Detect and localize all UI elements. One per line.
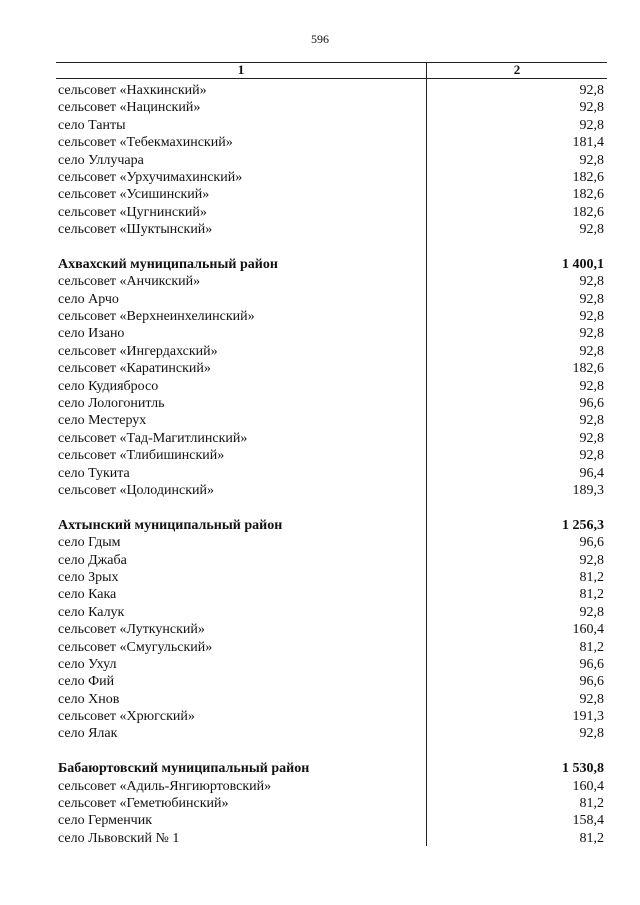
settlement-name: сельсовет «Ингердахский»: [58, 343, 218, 359]
amount-value: 191,3: [572, 709, 604, 725]
table-row: [56, 534, 607, 551]
amount-value: 96,6: [579, 674, 604, 690]
table-header: [56, 62, 607, 79]
amount-value: 92,8: [579, 448, 604, 464]
table-row: [56, 99, 607, 116]
table-row: [56, 830, 607, 847]
settlement-name: село Зрых: [58, 569, 119, 585]
table-body: [56, 82, 607, 847]
spacer-row: [56, 239, 607, 256]
amount-value: 92,8: [579, 726, 604, 742]
settlement-name: село Львовский № 1: [58, 830, 180, 846]
page-number: 596: [311, 32, 329, 46]
table-row: [56, 204, 607, 221]
column-header-1: 1: [237, 62, 245, 77]
amount-value: 92,8: [579, 430, 604, 446]
amount-value: 96,6: [579, 656, 604, 672]
settlement-name: село Кудиябросо: [58, 378, 159, 394]
amount-value: 81,2: [579, 639, 604, 655]
spacer-row: [56, 743, 607, 760]
district-total-value: 1 256,3: [562, 517, 604, 533]
settlement-name: село Тукита: [58, 465, 130, 481]
settlement-name: сельсовет «Луткунский»: [58, 622, 205, 638]
table-row: [56, 795, 607, 812]
table-row: [56, 812, 607, 829]
table-row: [56, 586, 607, 603]
settlement-name: сельсовет «Тебекмахинский»: [58, 135, 233, 151]
settlement-name: сельсовет «Геметюбинский»: [58, 796, 229, 812]
district-name: Ахтынский муниципальный район: [58, 517, 283, 533]
settlement-name: сельсовет «Анчикский»: [58, 274, 201, 290]
table-row: [56, 308, 607, 325]
settlement-name: село Лологонитль: [58, 396, 165, 412]
table-row: [56, 273, 607, 290]
district-name: Бабаюртовский муниципальный район: [58, 761, 310, 777]
table-row: [56, 604, 607, 621]
amount-value: 92,8: [579, 326, 604, 342]
settlement-name: село Изано: [58, 326, 125, 342]
settlement-name: село Ухул: [58, 656, 117, 672]
amount-value: 182,6: [572, 361, 604, 377]
amount-value: 160,4: [572, 622, 604, 638]
settlement-name: сельсовет «Нахкинский»: [58, 83, 207, 98]
table-row: [56, 778, 607, 795]
table-row: [56, 447, 607, 464]
table-row: [56, 708, 607, 725]
amount-value: 81,2: [579, 796, 604, 812]
table-row: [56, 169, 607, 186]
settlement-name: село Арчо: [58, 291, 119, 307]
table-row: [56, 378, 607, 395]
spacer-row: [56, 499, 607, 516]
amount-value: 182,6: [572, 187, 604, 203]
table-row: [56, 134, 607, 151]
settlement-name: село Кака: [58, 587, 117, 603]
table-row: [56, 552, 607, 569]
amount-value: 158,4: [572, 813, 604, 829]
district-total-row: [56, 517, 607, 534]
table-row: [56, 482, 607, 499]
table-row: [56, 569, 607, 586]
amount-value: 92,8: [579, 274, 604, 290]
amount-value: 182,6: [572, 169, 604, 185]
amount-value: 92,8: [579, 552, 604, 568]
amount-value: 92,8: [579, 100, 604, 116]
amount-value: 81,2: [579, 587, 604, 603]
settlement-name: село Уллучара: [58, 152, 144, 168]
amount-value: 92,8: [579, 413, 604, 429]
settlement-name: село Герменчик: [58, 813, 153, 829]
settlement-name: сельсовет «Урхучимахинский»: [58, 169, 243, 185]
table-row: [56, 186, 607, 203]
settlement-name: сельсовет «Тлибишинский»: [58, 448, 225, 464]
district-name: Ахвахский муниципальный район: [58, 256, 278, 272]
amount-value: 92,8: [579, 309, 604, 325]
amount-value: 92,8: [579, 691, 604, 707]
table-row: [56, 343, 607, 360]
table-row: [56, 412, 607, 429]
district-total-value: 1 400,1: [562, 256, 604, 272]
settlement-name: сельсовет «Адиль-Янгиюртовский»: [58, 778, 272, 794]
table-row: [56, 117, 607, 134]
table-row: [56, 656, 607, 673]
amount-value: 92,8: [579, 222, 604, 238]
amount-value: 96,6: [579, 396, 604, 412]
table-row: [56, 691, 607, 708]
amount-value: 92,8: [579, 378, 604, 394]
table-row: [56, 725, 607, 742]
settlement-name: сельсовет «Усишинский»: [58, 187, 210, 203]
amount-value: 92,8: [579, 152, 604, 168]
table-row: [56, 221, 607, 238]
settlement-name: сельсовет «Шуктынский»: [58, 222, 213, 238]
table-row: [56, 395, 607, 412]
table-row: [56, 360, 607, 377]
amount-value: 96,6: [579, 535, 604, 551]
table-row: [56, 325, 607, 342]
settlement-name: сельсовет «Каратинский»: [58, 361, 211, 377]
settlement-name: село Джаба: [58, 552, 127, 568]
table-row: [56, 291, 607, 308]
table-row: [56, 639, 607, 656]
amount-value: 92,8: [579, 117, 604, 133]
district-total-row: [56, 256, 607, 273]
amount-value: 81,2: [579, 830, 604, 846]
settlement-name: сельсовет «Смугульский»: [58, 639, 213, 655]
column-header-2: 2: [513, 62, 521, 77]
table-row: [56, 152, 607, 169]
settlement-name: сельсовет «Верхнеинхелинский»: [58, 309, 255, 325]
settlement-name: сельсовет «Тад-Магитлинский»: [58, 430, 248, 446]
settlement-name: село Ялак: [58, 726, 118, 742]
amount-value: 182,6: [572, 204, 604, 220]
amount-value: 160,4: [572, 778, 604, 794]
settlement-name: сельсовет «Цугнинский»: [58, 204, 207, 220]
settlement-name: село Калук: [58, 604, 125, 620]
settlement-name: село Местерух: [58, 413, 147, 429]
amount-value: 81,2: [579, 569, 604, 585]
amount-value: 92,8: [579, 83, 604, 98]
settlement-name: сельсовет «Нацинский»: [58, 100, 201, 116]
settlement-name: село Гдым: [58, 535, 121, 551]
table-row: [56, 82, 607, 99]
settlement-name: сельсовет «Хрюгский»: [58, 709, 195, 725]
settlement-name: село Хнов: [58, 691, 120, 707]
district-total-row: [56, 760, 607, 777]
amount-value: 92,8: [579, 291, 604, 307]
table-row: [56, 673, 607, 690]
amount-value: 181,4: [572, 135, 604, 151]
amount-value: 96,4: [579, 465, 604, 481]
table-row: [56, 465, 607, 482]
settlement-name: сельсовет «Цолодинский»: [58, 482, 214, 498]
table-row: [56, 621, 607, 638]
data-table: [56, 62, 607, 847]
amount-value: 189,3: [572, 482, 604, 498]
table-row: [56, 430, 607, 447]
district-total-value: 1 530,8: [562, 761, 604, 777]
amount-value: 92,8: [579, 604, 604, 620]
settlement-name: село Фий: [58, 674, 115, 690]
settlement-name: село Танты: [58, 117, 126, 133]
amount-value: 92,8: [579, 343, 604, 359]
